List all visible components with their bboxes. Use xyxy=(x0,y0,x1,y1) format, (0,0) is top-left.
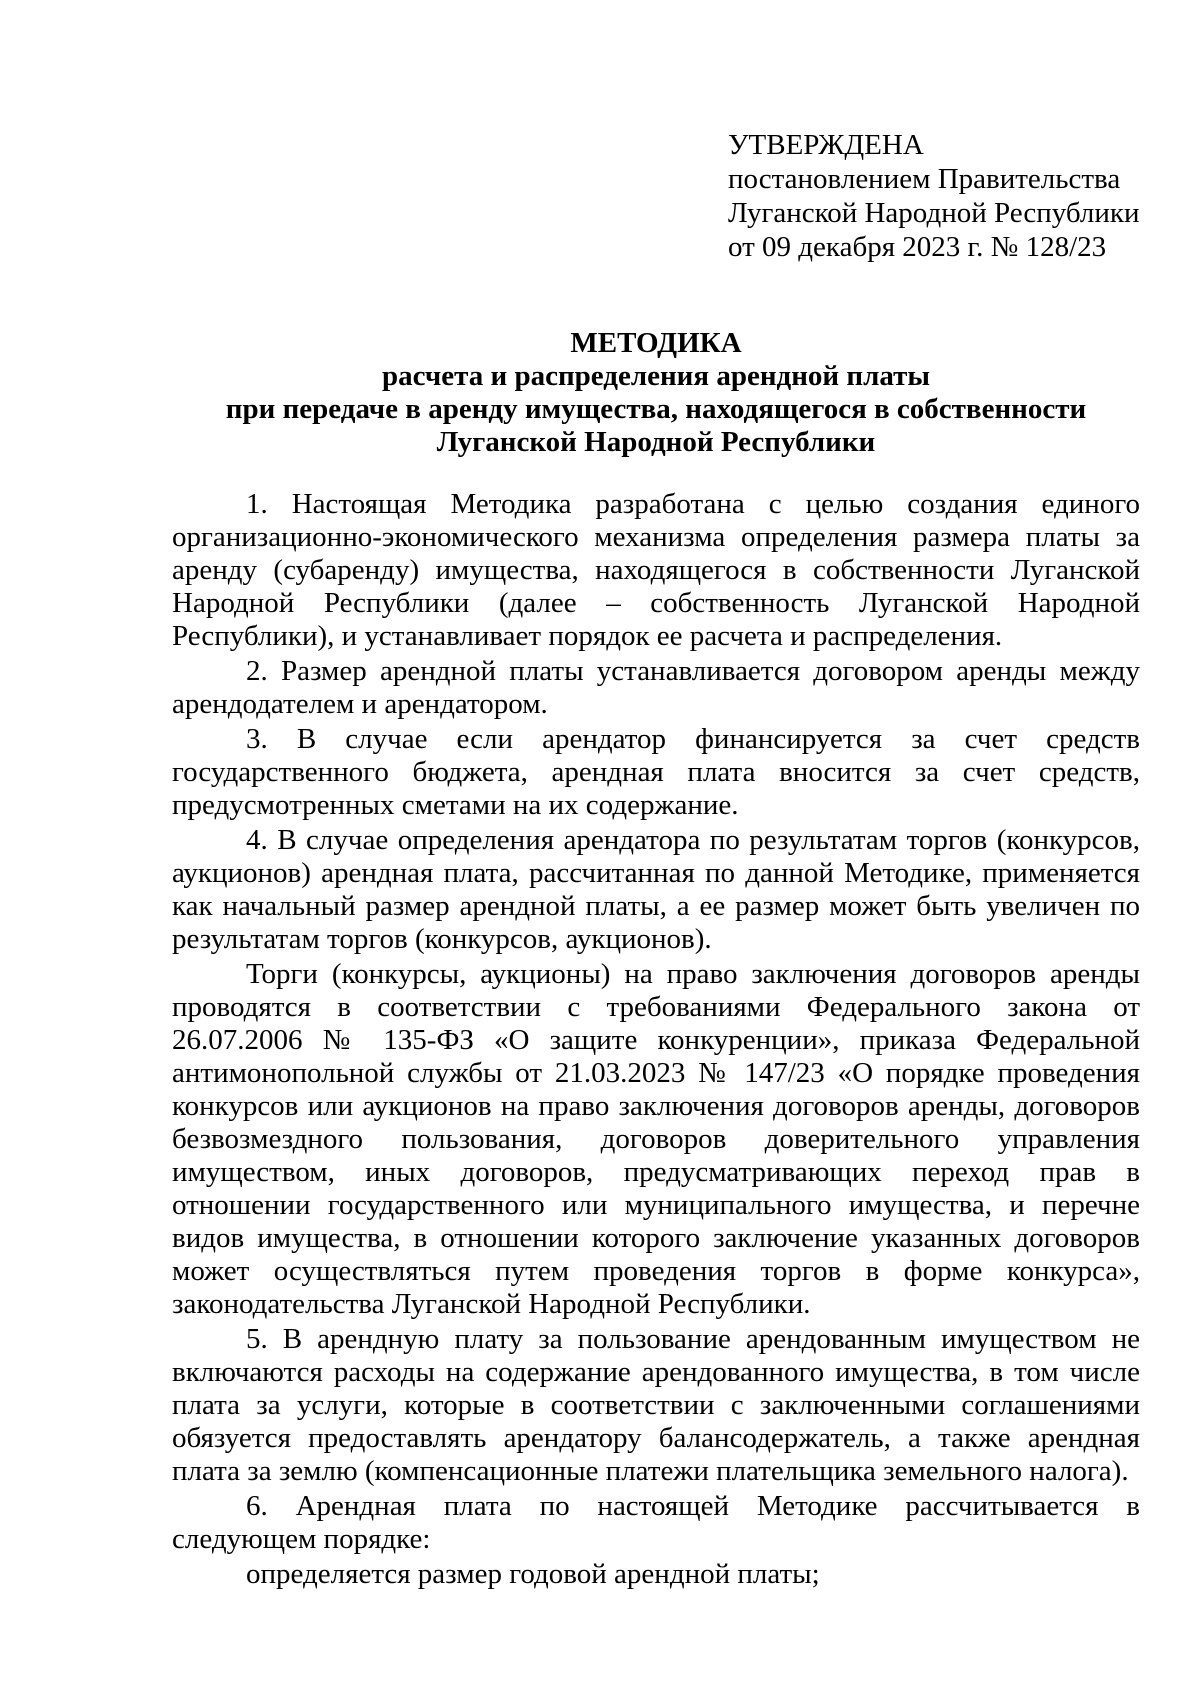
approval-date: от 09 декабря 2023 г. № 128/23 xyxy=(728,231,1107,263)
paragraph-6: 6. Арендная плата по настоящей Методике рассчитывается в следующем порядке: xyxy=(172,1490,1140,1555)
title-line: при передаче в аренду имущества, находящегося в собственности xyxy=(225,393,1087,425)
approval-stamp xyxy=(728,128,1140,264)
paragraph-4-continuation: Торги (конкурсы, аукционы) на право заключения договоров аренды проводятся в соответствии с требованиями Федерального закона от 26.07.2006 № 135-ФЗ «О защите конкуренции», приказа Федеральной антимонопольной службы от 21.03.2023 № 147/23 «О порядке проведения конкурсов или аукционов на право заключения договоров аренды, договоров безвозмездного пользования, договоров доверительного управления имуществом, иных договоров, предусматривающих переход прав в отношении государственного или муниципального имущества, и перечне видов имущества, в отношении которого заключение указанных договоров может осуществляться путем проведения торгов в форме конкурса», законодательства Луганской Народной Республики. xyxy=(172,958,1140,1320)
title-line: расчета и распределения арендной платы xyxy=(382,360,930,392)
approval-heading: УТВЕРЖДЕНА xyxy=(728,129,924,161)
approval-line: Луганской Народной Республики xyxy=(728,197,1140,229)
paragraph-3: 3. В случае если арендатор финансируется за счет средств государственного бюджета, арендная плата вносится за счет средств, предусмотренных сметами на их содержание. xyxy=(172,723,1140,821)
paragraph-6-list-item: определяется размер годовой арендной платы; xyxy=(246,1558,820,1590)
approval-line: постановлением Правительства xyxy=(728,163,1121,195)
paragraph-5: 5. В арендную плату за пользование арендованным имуществом не включаются расходы на содержание арендованного имущества, в том числе плата за услуги, которые в соответствии с заключенными соглашениями обязуется предоставлять арендатору балансодержатель, а также арендная плата за землю (компенсационные платежи плательщика земельного налога). xyxy=(172,1323,1140,1487)
document-body xyxy=(172,488,1140,1591)
paragraph-2: 2. Размер арендной платы устанавливается договором аренды между арендодателем и арендатором. xyxy=(172,655,1140,720)
document-title xyxy=(172,327,1140,459)
title-heading: МЕТОДИКА xyxy=(570,327,742,359)
paragraph-1: 1. Настоящая Методика разработана с целью создания единого организационно-экономического механизма определения размера платы за аренду (субаренду) имущества, находящегося в собственности Луганской Народной Республики (далее – собственность Луганской Народной Республики), и устанавливает порядок ее расчета и распределения. xyxy=(172,488,1140,652)
paragraph-4: 4. В случае определения арендатора по результатам торгов (конкурсов, аукционов) арендная плата, рассчитанная по данной Методике, применяется как начальный размер арендной платы, а ее размер может быть увеличен по результатам торгов (конкурсов, аукционов). xyxy=(172,824,1140,955)
title-line: Луганской Народной Республики xyxy=(436,426,876,458)
